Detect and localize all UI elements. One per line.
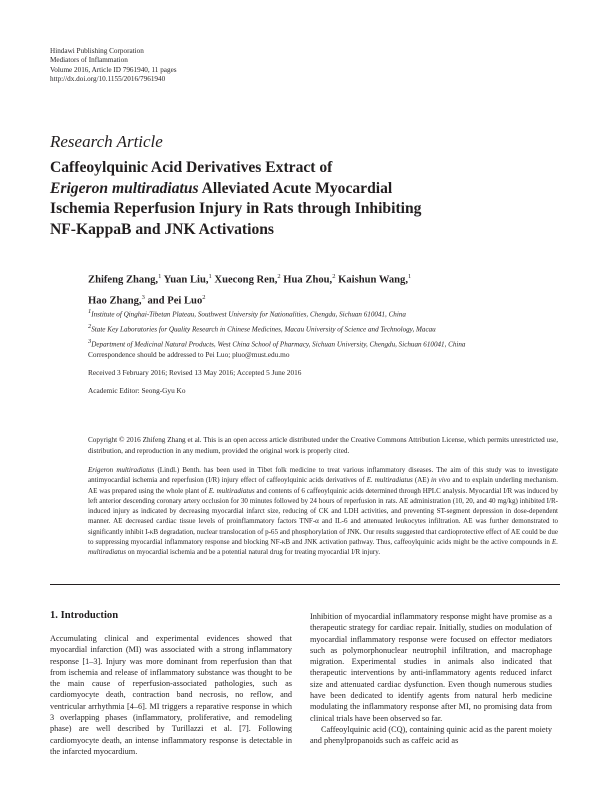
abstract-species: E. multiradiatus [208,486,255,495]
author-affil-sup: 3 [141,293,145,301]
affiliation-text: Institute of Qinghai-Tibetan Plateau, Southwest University for Nationalities, Chengdu, Sichuan 610041, China [91,310,406,319]
body-paragraph: Inhibition of myocardial inflammatory response might have promise as a therapeutic strategy for cardiac repair. Initially, studies on modulation of myocardial inflammatory response were focused on effector mediators such as polymorphonuclear neutrophil infiltration, and macrophage migration. Experimental studies in animals also indicated that therapeutic interventions by anti-inflammatory agents reduced infarct size and attenuated cardiac dysfunction. Even though numerous studies have been dedicated to identify agents from natural herb medicine modulating the inflammatory response after MI, no promising data from clinical trials have been observed so far. [310,612,552,723]
affiliation-list [88,306,568,351]
section-divider [50,584,560,585]
title-line-1: Caffeoylquinic Acid Derivatives Extract of [50,159,333,176]
doi-link[interactable]: http://dx.doi.org/10.1155/2016/7961940 [50,75,166,84]
affiliation-text: Department of Medicinal Natural Products, West China School of Pharmacy, Sichuan University, Chengdu, Sichuan 610041, China [91,340,466,349]
affiliation-item [88,321,568,336]
received-dates: Received 3 February 2016; Revised 13 May 2016; Accepted 5 June 2016 [88,368,302,377]
author-conjunction: and [144,295,168,307]
author-name: Zhifeng Zhang, [88,274,159,286]
title-line-2 [50,179,560,200]
author-name: Pei Luo [167,295,203,307]
author-affil-sup: 1 [158,273,162,280]
author-affil-sup: 2 [202,293,206,301]
body-column-right [310,611,552,747]
affiliation-item [88,306,568,321]
author-name: Yuan Liu, [161,274,209,286]
abstract-text: (AE) [412,476,432,485]
abstract-text: (Lindl.) Benth. has been used in Tibet folk medicine to treat various inflammatory diseases. The aim of this study was to investigate antimyocardial ischemia and reperfusion (I/R) injury effect of caffeoylquinic acids derivatives of [88,466,558,485]
affiliation-number: 2 [88,322,92,330]
copyright-notice: Copyright © 2016 Zhifeng Zhang et al. This is an open access article distributed under the Creative Commons Attribution License, which permits unrestricted use, distribution, and reproduction in any medium, provided the original work is properly cited. [88,436,558,455]
body-paragraph: Accumulating clinical and experimental evidences showed that myocardial infarction (MI) was associated with a strong inflammatory response [1–3]. Injury was more dominant from reperfusion than that from ischemia and release of inflammatory substance was thought to be the main cause of reperfusion-associated pathologies, such as cardiomyocyte death, contraction band necrosis, no reflow, and ventricular arrhythmia [4–6]. MI triggers a reparative response in which 3 overlapping phases (inflammatory, proliferative, and remodeling phase) are well described by Turillazzi et al. [7]. Following cardiomyocyte death, an intense inflammatory response is detectable in the infarcted myocardium. [50,634,292,756]
title-line-3: Ischemia Reperfusion Injury in Rats through Inhibiting [50,200,422,217]
affiliation-text: State Key Laboratories for Quality Research in Chinese Medicines, Macau University of Science and Technology, Macau [91,325,436,334]
publication-info [50,47,177,85]
abstract-species: E. multiradiatus [88,538,558,557]
abstract [88,465,558,558]
author-affil-sup: 2 [277,273,281,280]
article-type: Research Article [50,132,163,151]
title-line-2-rest: Alleviated Acute Myocardial [198,179,393,197]
author-name: Hao Zhang, [88,295,142,307]
journal-name: Mediators of Inflammation [50,56,128,65]
author-affil-sup: 1 [407,273,412,280]
abstract-text: on myocardial ischemia and be a potential natural drug for treating myocardial I/R injury. [125,548,381,557]
author-name: Kaishun Wang, [335,274,408,286]
abstract-term: in vivo [431,476,451,485]
abstract-text: and to explain underling mechanism. AE was prepared using the whole plant of [88,476,558,495]
correspondence-line: Correspondence should be addressed to Pei Luo; pluo@must.edu.mo [88,350,290,359]
title-line-4: NF-KappaB and JNK Activations [50,220,274,238]
publisher-name: Hindawi Publishing Corporation [50,47,144,55]
author-affil-sup: 2 [332,273,336,280]
academic-editor: Academic Editor: Seong-Gyu Ko [88,386,186,395]
author-affil-sup: 1 [208,273,212,280]
author-name: Hua Zhou, [280,274,333,286]
abstract-species: E. multiradiatus [366,476,413,485]
body-paragraph: Caffeoylquinic acid (CQ), containing quinic acid as the parent moiety and phenylpropanoids such as caffeic acid as [310,724,552,746]
author-list [88,268,558,309]
title-species: Erigeron multiradiatus [50,179,199,197]
abstract-text: and contents of 6 caffeoylquinic acids determined through HPLC analysis. Myocardial I/R was induced by left anterior descending coronary artery occlusion for 30 minutes followed by 24 hours of reperfusion in rats. AE administration (10, 20, and 40 mg/kg) inhibited I/R-induced injury as indicated by decreasing myocardial infarct size, reducing of CK and LDH activities, and preventing ST-segment depression in dose-dependent manner. AE decreased cardiac tissue levels of proinflammatory factors TNF-α and IL-6 and attenuated leukocytes infiltration. AE was further demonstrated to significantly inhibit I-κB degradation, nuclear translocation of p-65 and phosphorylation of JNK. Our results suggested that cardioprotective effect of AE could be due to suppressing myocardial inflammatory response and blocking NF-κB and JNK activation pathway. Thus, caffeoylquinic acids might be the active compounds in [88,486,559,547]
affiliation-item [88,336,568,351]
body-column-left [50,633,292,757]
affiliation-number: 1 [88,308,92,315]
author-name: Xuecong Ren, [211,274,278,286]
section-heading: 1. Introduction [50,610,119,621]
abstract-species: Erigeron multiradiatus [88,466,155,474]
affiliation-number: 3 [88,337,92,345]
volume-line: Volume 2016, Article ID 7961940, 11 pages [50,65,177,74]
paper-title [50,158,560,240]
